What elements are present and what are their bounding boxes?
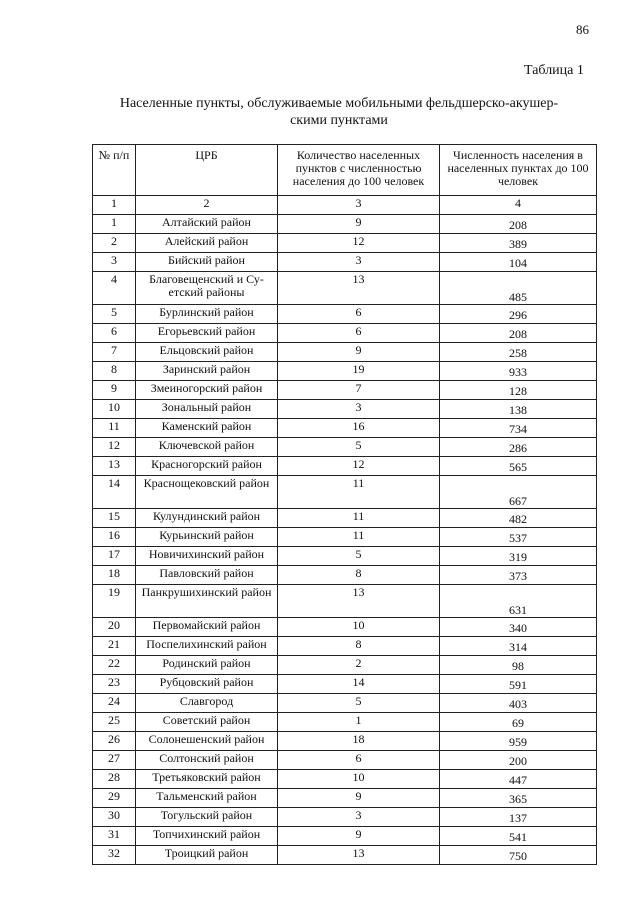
cell-crb: Ключевской район: [136, 438, 278, 457]
table-row: [93, 808, 597, 827]
cell-population: 541: [440, 827, 597, 846]
cell-crb: Третьяковский район: [136, 770, 278, 789]
table-row: [93, 789, 597, 808]
cell-population: 208: [440, 215, 597, 234]
cell-num: 4: [93, 272, 136, 305]
cell-population: 208: [440, 324, 597, 343]
cell-crb: Троицкий район: [136, 846, 278, 865]
cell-settlements: 10: [278, 770, 440, 789]
cell-population: 389: [440, 234, 597, 253]
table-header-row: [93, 145, 597, 196]
cell-num: 10: [93, 400, 136, 419]
cell-population: 482: [440, 509, 597, 528]
cell-settlements: 5: [278, 547, 440, 566]
cell-settlements: 10: [278, 618, 440, 637]
cell-num: 26: [93, 732, 136, 751]
cell-population: 403: [440, 694, 597, 713]
cell-population: 104: [440, 253, 597, 272]
cell-crb: Тогульский район: [136, 808, 278, 827]
table-label: Таблица 1: [524, 63, 584, 78]
cell-population: 365: [440, 789, 597, 808]
cell-crb: Первомайский район: [136, 618, 278, 637]
cell-crb: Панкрушихинский район: [136, 585, 278, 618]
cell-population: 319: [440, 547, 597, 566]
cell-settlements: 6: [278, 305, 440, 324]
cell-population: 200: [440, 751, 597, 770]
table-row: [93, 362, 597, 381]
cell-population: 631: [440, 585, 597, 618]
page-number: 86: [576, 22, 589, 37]
cell-population: 750: [440, 846, 597, 865]
cell-num: 3: [93, 253, 136, 272]
table-index-row: [93, 196, 597, 215]
cell-settlements: 6: [278, 324, 440, 343]
cell-population: 128: [440, 381, 597, 400]
index-cell: 4: [440, 196, 597, 215]
table-row: [93, 694, 597, 713]
cell-num: 8: [93, 362, 136, 381]
cell-crb: Каменский район: [136, 419, 278, 438]
cell-settlements: 16: [278, 419, 440, 438]
table-row: [93, 637, 597, 656]
table-row: [93, 713, 597, 732]
cell-num: 2: [93, 234, 136, 253]
cell-population: 98: [440, 656, 597, 675]
table-row: [93, 305, 597, 324]
cell-settlements: 11: [278, 528, 440, 547]
cell-num: 19: [93, 585, 136, 618]
table-row: [93, 547, 597, 566]
cell-num: 11: [93, 419, 136, 438]
table-row: [93, 528, 597, 547]
table-row: [93, 656, 597, 675]
cell-population: 734: [440, 419, 597, 438]
cell-population: 340: [440, 618, 597, 637]
cell-num: 31: [93, 827, 136, 846]
cell-num: 32: [93, 846, 136, 865]
cell-settlements: 13: [278, 846, 440, 865]
cell-population: 933: [440, 362, 597, 381]
cell-num: 13: [93, 457, 136, 476]
cell-population: 667: [440, 476, 597, 509]
settlements-table: [92, 144, 597, 865]
cell-settlements: 1: [278, 713, 440, 732]
cell-crb: Родинский район: [136, 656, 278, 675]
cell-crb: Поспелихинский район: [136, 637, 278, 656]
table-row: [93, 438, 597, 457]
index-cell: 2: [136, 196, 278, 215]
cell-crb: Солонешенский район: [136, 732, 278, 751]
cell-crb: Красногорский район: [136, 457, 278, 476]
header-population: Численность населения в населенных пунктах до 100 человек: [440, 145, 597, 196]
cell-crb: Заринский район: [136, 362, 278, 381]
cell-crb: Алейский район: [136, 234, 278, 253]
cell-num: 29: [93, 789, 136, 808]
table-title-line-2: скими пунктами: [290, 113, 388, 128]
cell-crb: Солтонский район: [136, 751, 278, 770]
table-row: [93, 566, 597, 585]
cell-settlements: 8: [278, 637, 440, 656]
cell-settlements: 12: [278, 234, 440, 253]
cell-num: 5: [93, 305, 136, 324]
table-row: [93, 751, 597, 770]
table-row: [93, 618, 597, 637]
cell-settlements: 3: [278, 400, 440, 419]
table-row: [93, 419, 597, 438]
cell-settlements: 2: [278, 656, 440, 675]
cell-num: 9: [93, 381, 136, 400]
cell-settlements: 6: [278, 751, 440, 770]
cell-num: 24: [93, 694, 136, 713]
cell-population: 591: [440, 675, 597, 694]
index-cell: 3: [278, 196, 440, 215]
cell-crb: Бийский район: [136, 253, 278, 272]
cell-population: 258: [440, 343, 597, 362]
cell-crb: Кулундинский район: [136, 509, 278, 528]
cell-population: 138: [440, 400, 597, 419]
cell-crb: Зональный район: [136, 400, 278, 419]
cell-settlements: 12: [278, 457, 440, 476]
cell-settlements: 8: [278, 566, 440, 585]
header-crb: ЦРБ: [136, 145, 278, 196]
cell-crb: Советский район: [136, 713, 278, 732]
cell-crb: Рубцовский район: [136, 675, 278, 694]
cell-num: 7: [93, 343, 136, 362]
cell-settlements: 3: [278, 253, 440, 272]
table-row: [93, 770, 597, 789]
cell-crb: Благовещенский и Су-етский районы: [136, 272, 278, 305]
cell-num: 25: [93, 713, 136, 732]
table-row: [93, 215, 597, 234]
cell-population: 447: [440, 770, 597, 789]
cell-crb: Топчихинский район: [136, 827, 278, 846]
table-row: [93, 509, 597, 528]
cell-crb: Славгород: [136, 694, 278, 713]
cell-population: 69: [440, 713, 597, 732]
cell-num: 17: [93, 547, 136, 566]
index-cell: 1: [93, 196, 136, 215]
cell-population: 537: [440, 528, 597, 547]
table-row: [93, 827, 597, 846]
table-title: [82, 95, 596, 129]
cell-num: 30: [93, 808, 136, 827]
cell-settlements: 11: [278, 476, 440, 509]
cell-crb: Ельцовский район: [136, 343, 278, 362]
table-row: [93, 381, 597, 400]
cell-num: 22: [93, 656, 136, 675]
table-row: [93, 457, 597, 476]
table-row: [93, 675, 597, 694]
cell-settlements: 11: [278, 509, 440, 528]
cell-settlements: 7: [278, 381, 440, 400]
cell-crb: Алтайский район: [136, 215, 278, 234]
cell-crb: Новичихинский район: [136, 547, 278, 566]
cell-num: 16: [93, 528, 136, 547]
table-title-line-1: Населенные пункты, обслуживаемые мобильными фельдшерско-акушер-: [119, 96, 559, 111]
cell-settlements: 9: [278, 215, 440, 234]
cell-crb: Краснощековский район: [136, 476, 278, 509]
cell-crb: Егорьевский район: [136, 324, 278, 343]
table-row: [93, 732, 597, 751]
cell-settlements: 9: [278, 343, 440, 362]
cell-settlements: 9: [278, 789, 440, 808]
cell-population: 959: [440, 732, 597, 751]
cell-crb: Бурлинский район: [136, 305, 278, 324]
table-row: [93, 476, 597, 509]
header-num: № п/п: [93, 145, 136, 196]
table-row: [93, 234, 597, 253]
table-row: [93, 324, 597, 343]
cell-num: 15: [93, 509, 136, 528]
cell-num: 18: [93, 566, 136, 585]
cell-population: 314: [440, 637, 597, 656]
cell-settlements: 13: [278, 272, 440, 305]
cell-settlements: 14: [278, 675, 440, 694]
table-row: [93, 846, 597, 865]
cell-num: 14: [93, 476, 136, 509]
cell-population: 296: [440, 305, 597, 324]
cell-settlements: 9: [278, 827, 440, 846]
cell-num: 21: [93, 637, 136, 656]
table-row: [93, 272, 597, 305]
table-row: [93, 400, 597, 419]
cell-num: 28: [93, 770, 136, 789]
table-row: [93, 585, 597, 618]
cell-population: 485: [440, 272, 597, 305]
cell-population: 373: [440, 566, 597, 585]
cell-num: 27: [93, 751, 136, 770]
cell-settlements: 13: [278, 585, 440, 618]
header-settlements: Количество населенных пунктов с численностью населения до 100 человек: [278, 145, 440, 196]
cell-population: 286: [440, 438, 597, 457]
cell-num: 12: [93, 438, 136, 457]
cell-crb: Змеиногорский район: [136, 381, 278, 400]
cell-settlements: 19: [278, 362, 440, 381]
cell-settlements: 18: [278, 732, 440, 751]
cell-num: 1: [93, 215, 136, 234]
cell-crb: Тальменский район: [136, 789, 278, 808]
table-row: [93, 253, 597, 272]
cell-settlements: 5: [278, 438, 440, 457]
cell-num: 6: [93, 324, 136, 343]
cell-crb: Павловский район: [136, 566, 278, 585]
cell-num: 20: [93, 618, 136, 637]
cell-population: 565: [440, 457, 597, 476]
cell-population: 137: [440, 808, 597, 827]
cell-num: 23: [93, 675, 136, 694]
cell-crb: Курьинский район: [136, 528, 278, 547]
table-row: [93, 343, 597, 362]
cell-settlements: 5: [278, 694, 440, 713]
cell-settlements: 3: [278, 808, 440, 827]
